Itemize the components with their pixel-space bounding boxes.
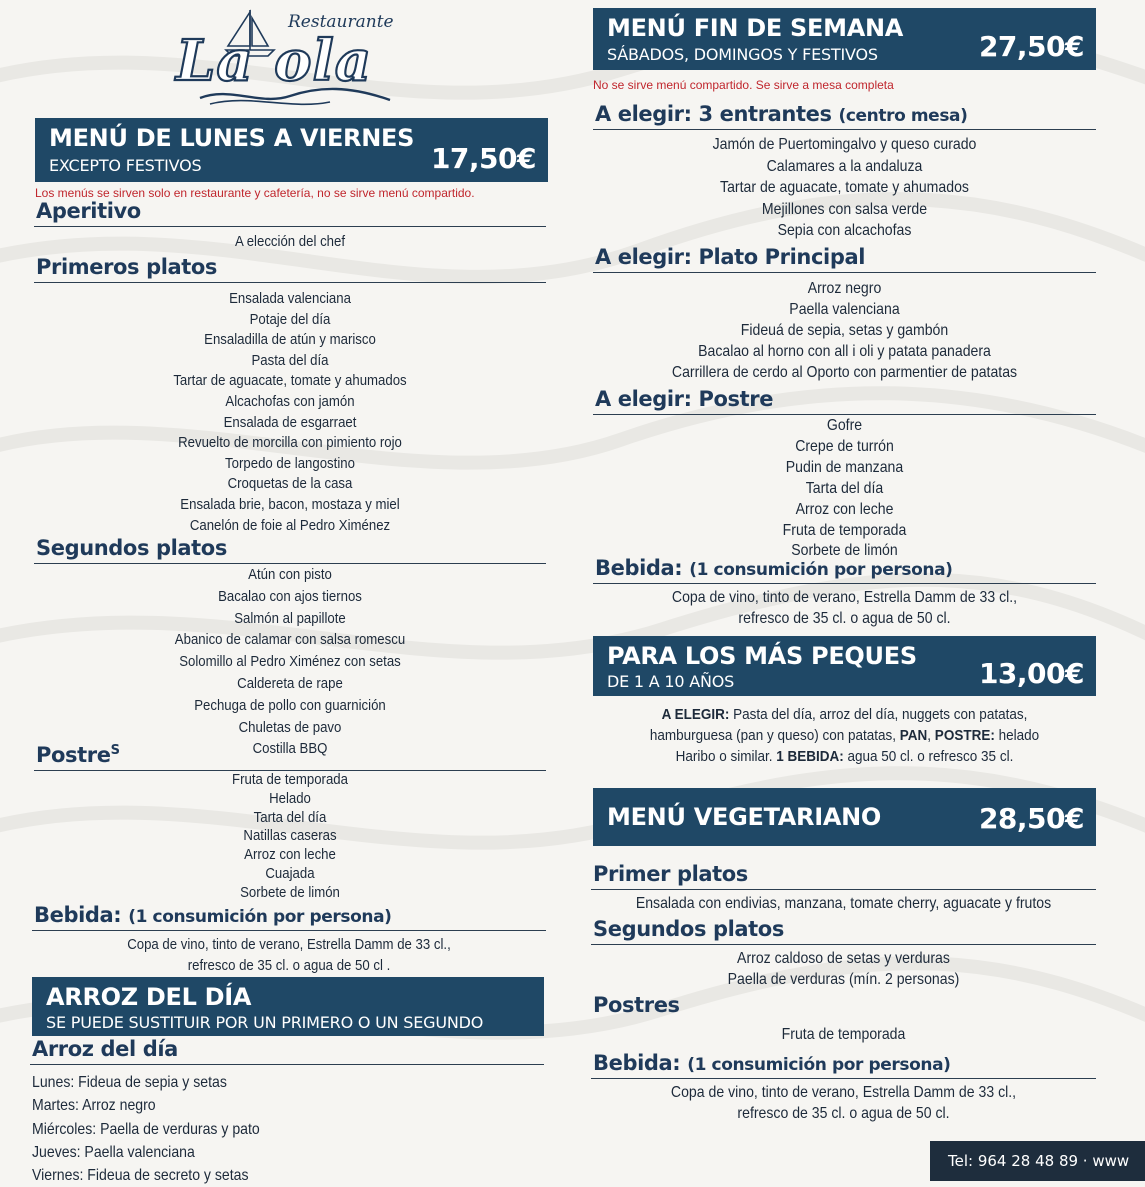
bebida-weekend-heading-text: Bebida: — [595, 556, 683, 580]
veg-postres-heading: Postres — [593, 993, 680, 1017]
arroz-subtitle: SE PUEDE SUSTITUIR POR UN PRIMERO O UN SEGUNDO — [46, 1013, 484, 1032]
veg-primer-heading: Primer platos — [593, 862, 748, 886]
section-veg-segundos — [591, 918, 1096, 945]
menu-item: Chuletas de pavo — [238, 718, 342, 736]
kids-line2-bold1: PAN — [899, 727, 928, 744]
veg-primer-list — [591, 894, 1096, 915]
primeros-list — [34, 289, 546, 536]
menu-item: Arroz caldoso de setas y verduras — [737, 950, 950, 967]
menu-item: Copa de vino, tinto de verano, Estrella Damm de 33 cl., — [670, 1084, 1017, 1101]
kids-line3-bold: 1 BEBIDA: — [776, 748, 844, 765]
menu-item: Lunes: Fideua de sepia y setas — [32, 1074, 227, 1091]
section-postre-weekend — [593, 388, 1096, 415]
menu-item: Caldereta de rape — [237, 674, 343, 692]
weekday-banner — [35, 118, 548, 182]
menu-item: Revuelto de morcilla con pimiento rojo — [178, 434, 402, 452]
kids-price: 13,00€ — [978, 657, 1084, 690]
arroz-title: ARROZ DEL DÍA — [46, 983, 252, 1011]
logo-la-ola-text: La ola — [176, 28, 373, 94]
veg-bebida-heading-text: Bebida: — [593, 1051, 681, 1075]
menu-item: Ensalada con endivias, manzana, tomate cherry, aguacate y frutos — [635, 895, 1052, 912]
menu-item: Paella de verduras (mín. 2 personas) — [727, 971, 960, 988]
menu-item: A elección del chef — [234, 233, 346, 250]
bebida-weekend-heading — [595, 556, 953, 580]
veg-bebida-heading-small: (1 consumición por persona) — [687, 1055, 951, 1075]
menu-item: Arroz con leche — [795, 500, 894, 518]
segundos-list — [34, 564, 546, 760]
menu-item: Costilla BBQ — [252, 740, 328, 758]
menu-item: Pudin de manzana — [785, 458, 904, 476]
menu-item: Viernes: Fideua de secreto y setas — [32, 1167, 249, 1185]
kids-line2-end: helado — [994, 727, 1040, 744]
bebida-list-weekday — [32, 935, 546, 976]
aperitivo-list — [34, 232, 546, 253]
weekend-subtitle: SÁBADOS, DOMINGOS Y FESTIVOS — [607, 45, 878, 64]
menu-item: Tartar de aguacate, tomate y ahumados — [720, 179, 969, 196]
bebida-weekend-list — [593, 587, 1096, 629]
menu-item: Fruta de temporada — [782, 521, 907, 539]
segundos-heading: Segundos platos — [36, 536, 227, 560]
arroz-list — [32, 1071, 412, 1187]
postres-heading — [36, 743, 120, 767]
principal-heading: A elegir: Plato Principal — [595, 245, 866, 269]
menu-item: Calamares a la andaluza — [766, 157, 923, 175]
menu-item: Torpedo de langostino — [225, 454, 355, 472]
menu-item: Miércoles: Paella de verduras y pato — [32, 1120, 260, 1138]
weekend-note: No se sirve menú compartido. Se sirve a mesa completa — [593, 78, 894, 92]
kids-line1-text: Pasta del día, arroz del día, nuggets con patatas, — [729, 706, 1028, 723]
weekday-note: Los menús se sirven solo en restaurante y cafetería, no se sirve menú compartido. — [35, 186, 475, 200]
menu-item: Abanico de calamar con salsa romescu — [174, 631, 406, 649]
footer-telephone: Tel: 964 28 48 89 · www — [948, 1152, 1130, 1170]
menu-item: Helado — [269, 789, 311, 807]
primeros-heading: Primeros platos — [36, 255, 218, 279]
menu-item: refresco de 35 cl. o agua de 50 cl . — [187, 956, 391, 974]
section-segundos — [34, 537, 546, 564]
veg-bebida-list — [591, 1082, 1096, 1124]
menu-item: Croquetas de la casa — [227, 475, 353, 493]
section-bebida-weekday — [32, 904, 546, 931]
menu-item: Fideuá de sepia, setas y gambón — [740, 322, 949, 339]
menu-item: Arroz negro — [807, 280, 882, 297]
menu-item: Carrillera de cerdo al Oporto con parmentier de patatas — [671, 364, 1018, 381]
postre-weekend-list — [593, 416, 1096, 562]
menu-item: Jueves: Paella valenciana — [32, 1143, 195, 1161]
kids-banner — [593, 636, 1096, 696]
kids-line-1 — [618, 704, 1071, 725]
entrantes-heading-small: (centro mesa) — [838, 106, 968, 126]
veg-segundos-list — [591, 948, 1096, 990]
weekend-price: 27,50€ — [978, 30, 1084, 63]
menu-item: refresco de 35 cl. o agua de 50 cl. — [738, 610, 951, 627]
kids-line1-bold: A ELEGIR: — [661, 706, 730, 723]
weekday-price: 17,50€ — [430, 142, 536, 175]
weekday-subtitle: EXCEPTO FESTIVOS — [49, 156, 202, 175]
kids-line3-text: Haribo o similar. — [675, 748, 777, 765]
kids-line2-text: hamburguesa (pan y queso) con patatas, — [649, 727, 900, 744]
menu-item: Canelón de foie al Pedro Ximénez — [189, 516, 391, 534]
menu-item: Cuajada — [265, 864, 315, 882]
arroz-banner — [32, 977, 544, 1036]
veg-title: MENÚ VEGETARIANO — [607, 803, 882, 831]
menu-item: Ensalada valenciana — [229, 290, 351, 307]
menu-item: Martes: Arroz negro — [32, 1097, 156, 1115]
weekend-title: MENÚ FIN DE SEMANA — [607, 14, 904, 42]
section-primeros — [34, 256, 546, 283]
menu-item: Potaje del día — [249, 310, 331, 328]
bebida-heading-text: Bebida: — [34, 903, 122, 927]
menu-item: Sorbete de limón — [791, 542, 898, 560]
menu-item: Tartar de aguacate, tomate y ahumados — [173, 372, 407, 390]
menu-item: Tarta del día — [253, 808, 327, 826]
section-aperitivo — [34, 200, 546, 227]
veg-postres-list — [591, 1025, 1096, 1046]
menu-item: Ensaladilla de atún y marisco — [204, 331, 376, 349]
menu-item: Natillas caseras — [243, 827, 337, 845]
kids-line3-end: agua 50 cl. o refresco 35 cl. — [843, 748, 1014, 765]
menu-item: Sorbete de limón — [240, 883, 340, 901]
menu-item: Sepia con alcachofas — [777, 222, 912, 239]
menu-item: Salmón al papillote — [234, 609, 346, 627]
veg-price: 28,50€ — [978, 802, 1084, 835]
menu-item: refresco de 35 cl. o agua de 50 cl. — [737, 1105, 950, 1122]
menu-item: Ensalada de esgarraet — [223, 413, 357, 431]
section-postres — [34, 744, 546, 771]
menu-item: Copa de vino, tinto de verano, Estrella Damm de 33 cl., — [671, 589, 1018, 606]
weekend-banner — [593, 8, 1096, 70]
kids-title: PARA LOS MÁS PEQUES — [607, 642, 917, 670]
bebida-weekend-heading-small: (1 consumición por persona) — [689, 560, 953, 580]
veg-bebida-heading — [593, 1051, 951, 1075]
section-veg-postres — [591, 994, 1096, 1020]
kids-line2-sep: , — [927, 727, 935, 744]
postres-heading-text: Postre — [36, 743, 111, 767]
menu-item: Pasta del día — [251, 351, 329, 369]
menu-item: Solomillo al Pedro Ximénez con setas — [179, 653, 401, 671]
footer-contact-bar — [930, 1141, 1145, 1181]
menu-item: Gofre — [826, 417, 863, 434]
entrantes-list — [593, 134, 1096, 242]
postres-heading-sup: S — [110, 743, 120, 758]
entrantes-heading — [595, 102, 967, 126]
kids-line-3 — [618, 746, 1071, 767]
postre-weekend-heading: A elegir: Postre — [595, 387, 774, 411]
veg-segundos-heading: Segundos platos — [593, 917, 784, 941]
menu-item: Pechuga de pollo con guarnición — [194, 696, 386, 714]
menu-item: Copa de vino, tinto de verano, Estrella Damm de 33 cl., — [127, 936, 451, 953]
menu-item: Arroz con leche — [244, 846, 336, 864]
kids-details — [593, 704, 1096, 767]
section-arroz — [30, 1038, 544, 1065]
menu-item: Jamón de Puertomingalvo y queso curado — [712, 136, 977, 153]
weekday-title: MENÚ DE LUNES A VIERNES — [49, 124, 415, 152]
menu-item: Crepe de turrón — [795, 437, 894, 455]
section-principal — [593, 246, 1096, 273]
section-bebida-weekend — [593, 557, 1096, 584]
kids-subtitle: DE 1 A 10 AÑOS — [607, 672, 735, 691]
menu-item: Fruta de temporada — [781, 1026, 906, 1043]
menu-item: Ensalada brie, bacon, mostaza y miel — [180, 495, 400, 513]
menu-item: Bacalao al horno con all i oli y patata panadera — [698, 343, 991, 360]
menu-item: Atún con pisto — [248, 566, 332, 583]
entrantes-heading-text: A elegir: 3 entrantes — [595, 102, 832, 126]
bebida-heading-small: (1 consumición por persona) — [128, 907, 392, 927]
kids-line2-bold2: POSTRE: — [934, 727, 995, 744]
section-veg-bebida — [591, 1052, 1096, 1079]
restaurant-logo — [170, 6, 430, 106]
menu-item: Alcachofas con jamón — [225, 392, 355, 410]
kids-line-2 — [618, 725, 1071, 746]
menu-item: Mejillones con salsa verde — [761, 200, 928, 218]
aperitivo-heading: Aperitivo — [36, 199, 141, 223]
veg-banner — [593, 788, 1096, 846]
menu-item: Tarta del día — [805, 479, 884, 497]
arroz-heading: Arroz del día — [32, 1037, 178, 1061]
section-entrantes — [593, 103, 1096, 130]
menu-item: Paella valenciana — [789, 301, 900, 318]
logo-restaurante-text: Restaurante — [288, 12, 394, 32]
postres-list — [34, 771, 546, 903]
section-veg-primer — [591, 863, 1096, 890]
bebida-heading — [34, 903, 392, 927]
menu-item: Bacalao con ajos tiernos — [218, 587, 362, 605]
principal-list — [593, 278, 1096, 383]
menu-item: Fruta de temporada — [232, 771, 348, 788]
